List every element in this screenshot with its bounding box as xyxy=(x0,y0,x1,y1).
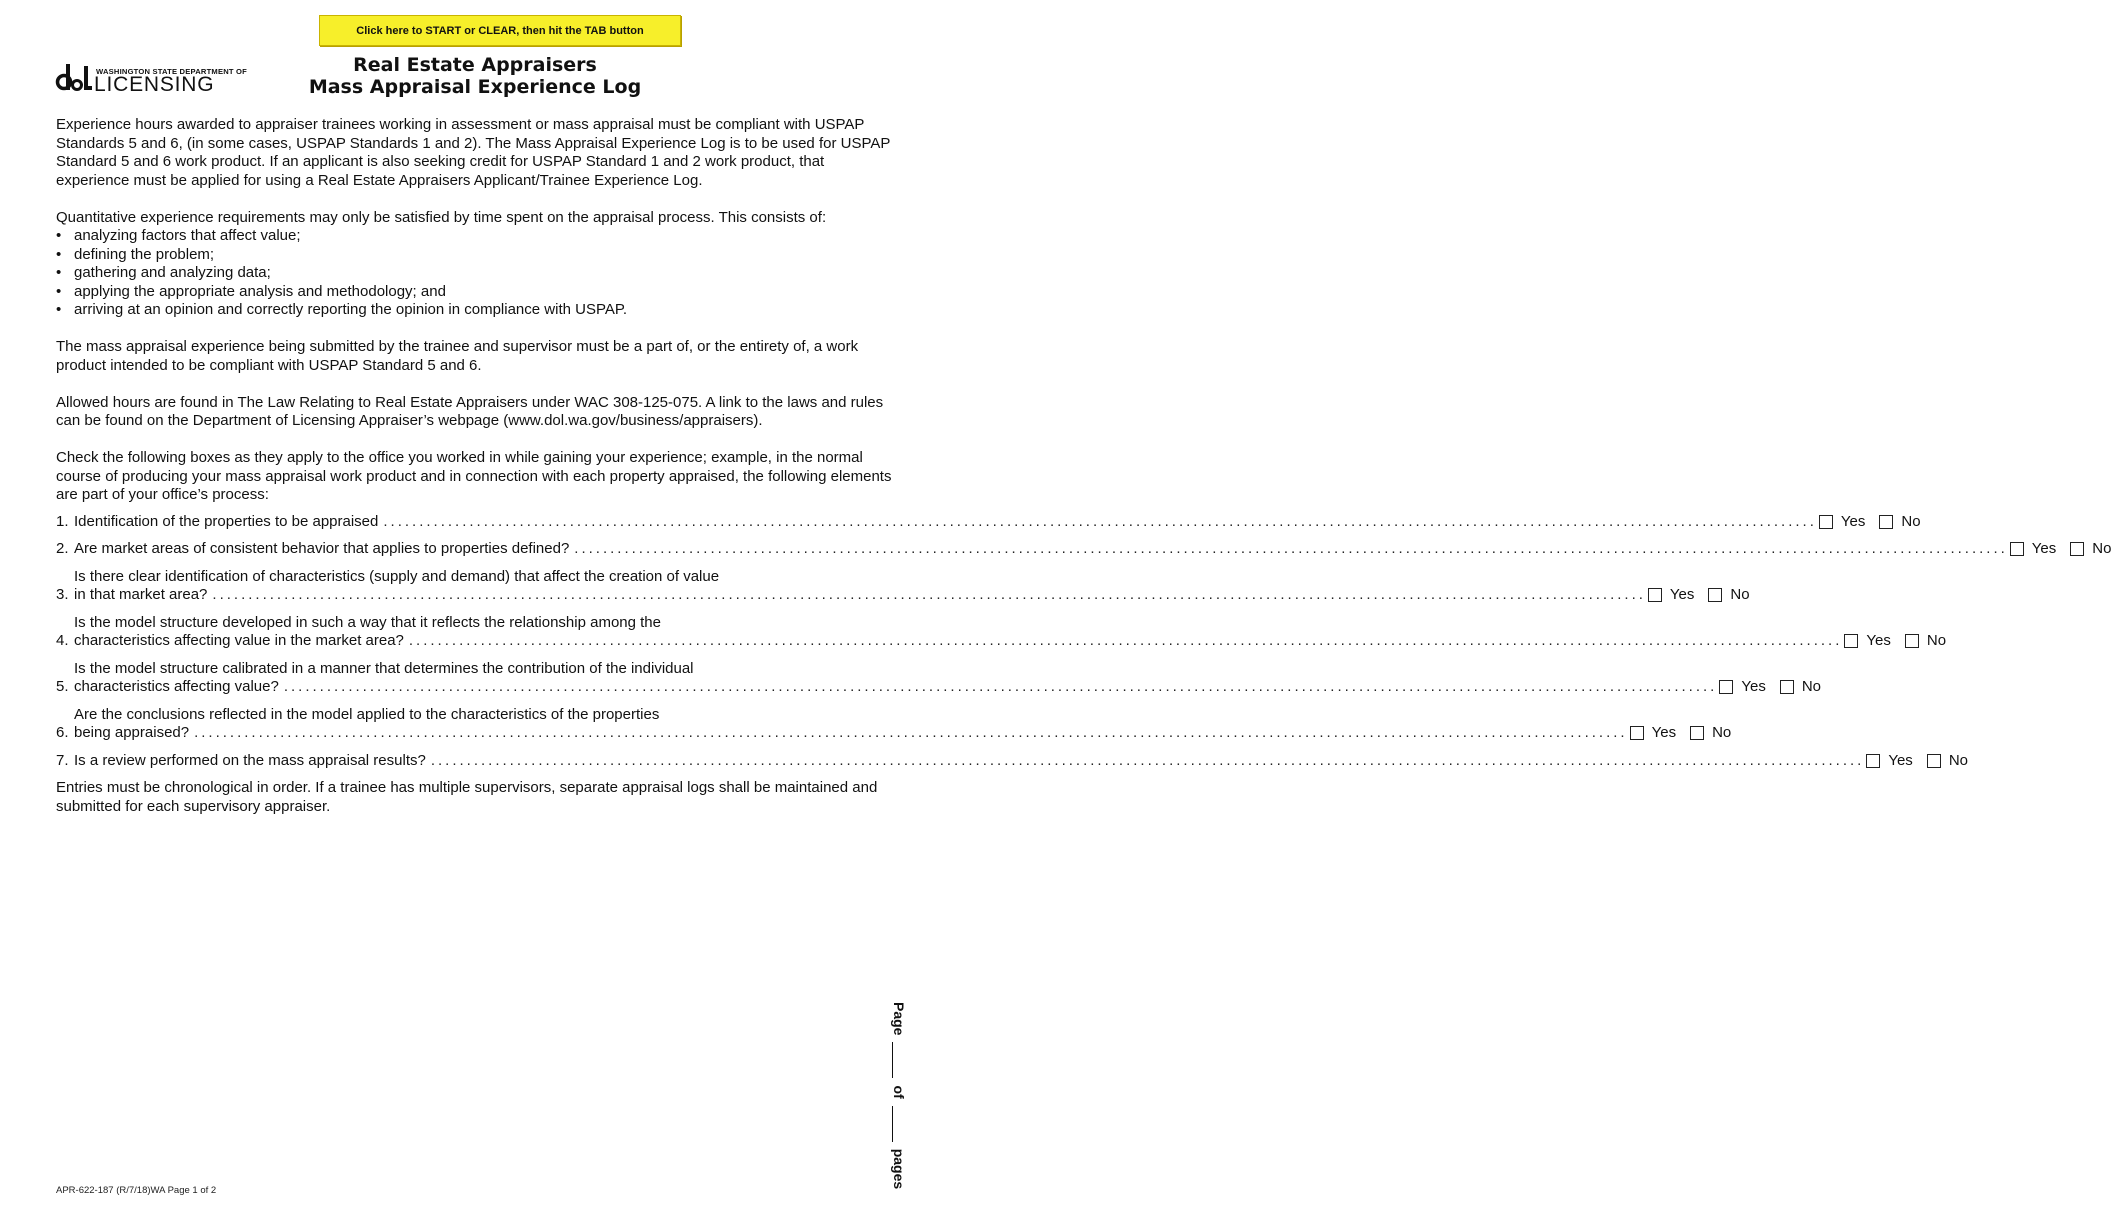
question-row-4 xyxy=(56,613,1947,651)
no-label: No xyxy=(1801,678,1822,695)
title-line-2: Mass Appraisal Experience Log xyxy=(308,76,642,98)
question-number: 2. xyxy=(56,540,69,557)
pages-label: pages xyxy=(891,1148,907,1190)
q2-yes-checkbox[interactable] xyxy=(2010,542,2024,556)
leader-dots: ........................................................................................................................................................................................................ xyxy=(194,724,1628,741)
q6-no-checkbox[interactable] xyxy=(1690,726,1704,740)
question-number: 6. xyxy=(56,724,69,741)
question-text-line-1: Is the model structure calibrated in a manner that determines the contribution of the individual xyxy=(74,659,694,677)
allowed-hours-paragraph: Allowed hours are found in The Law Relating to Real Estate Appraisers under WAC 308-125-075. A link to the laws and rules can be found on the Department of Licensing Appraiser’s webpage (www.dol.wa.gov/business/appraisers). xyxy=(56,393,884,429)
leader-dots: ........................................................................................................................................................................................................ xyxy=(430,751,1865,769)
page-label: Page xyxy=(891,1002,907,1036)
question-row-1 xyxy=(56,512,1921,532)
intro-paragraph: Experience hours awarded to appraiser trainees working in assessment or mass appraisal must be compliant with USPAP Standards 5 and 6, (in some cases, USPAP Standards 1 and 2). The Mass Appraisal Experience Log is to be used for USPAP Standard 5 and 6 work product. If an applicant is also seeking credit for USPAP Standard 1 and 2 work product, that experience must be applied for using a Real Estate Appraisers Applicant/Trainee Experience Log. xyxy=(56,116,891,189)
no-label: No xyxy=(1901,512,1921,530)
question-number: 1. xyxy=(56,512,69,530)
q1-no-checkbox[interactable] xyxy=(1879,515,1893,529)
list-item: • gathering and analyzing data; xyxy=(56,264,901,283)
leader-dots: ........................................................................................................................................................................................................ xyxy=(283,678,1718,695)
list-item: • defining the problem; xyxy=(56,246,901,265)
title-line-1: Real Estate Appraisers xyxy=(353,54,597,76)
dol-logo xyxy=(56,62,247,96)
q5-yes-checkbox[interactable] xyxy=(1719,680,1733,694)
question-number: 5. xyxy=(56,678,69,695)
q4-yes-checkbox[interactable] xyxy=(1844,634,1858,648)
yes-label: Yes xyxy=(1840,512,1866,530)
no-label: No xyxy=(2092,540,2111,557)
question-text: being appraised? xyxy=(74,724,190,741)
start-clear-button[interactable]: Click here to START or CLEAR, then hit the TAB button xyxy=(319,15,681,46)
logo-licensing-text: LICENSING xyxy=(94,73,215,96)
question-text-line-1: Are the conclusions reflected in the model applied to the characteristics of the properties xyxy=(74,705,660,723)
question-number: 3. xyxy=(56,586,69,603)
closing-paragraph: Entries must be chronological in order. If a trainee has multiple supervisors, separate appraisal logs shall be maintained and submitted for each supervisory appraiser. xyxy=(56,779,878,815)
list-item: • analyzing factors that affect value; xyxy=(56,227,901,246)
question-row-5 xyxy=(56,659,1822,697)
question-row-7 xyxy=(56,751,1968,771)
question-row-6 xyxy=(56,705,1732,743)
question-text-line-1: Is the model structure developed in such a way that it reflects the relationship among the xyxy=(74,613,661,631)
yes-label: Yes xyxy=(2031,540,2057,557)
question-row-2 xyxy=(56,540,2111,559)
question-row-3 xyxy=(56,567,1750,605)
checkbox-instructions-paragraph: Check the following boxes as they apply to the office you worked in while gaining your experience; example, in the normal course of producing your mass appraisal work product and in connection with each property appraised, the following elements are part of your office’s process: xyxy=(56,449,892,503)
questions-list xyxy=(56,512,2111,771)
yes-label: Yes xyxy=(1651,724,1677,741)
quantitative-paragraph: Quantitative experience requirements may only be satisfied by time spent on the appraisal process. This consists of: xyxy=(56,208,827,226)
yes-label: Yes xyxy=(1741,678,1766,695)
question-number: 7. xyxy=(56,751,69,769)
leader-dots: ........................................................................................................................................................................................................ xyxy=(408,632,1843,649)
question-text: Identification of the properties to be appraised xyxy=(74,512,379,530)
question-text: characteristics affecting value in the market area? xyxy=(74,632,404,649)
form-content xyxy=(56,116,2111,835)
yes-label: Yes xyxy=(1888,751,1913,769)
q2-no-checkbox[interactable] xyxy=(2070,542,2084,556)
logo-department-text: WASHINGTON STATE DEPARTMENT OF xyxy=(96,67,247,76)
page-of-pages xyxy=(887,1002,911,1192)
yes-label: Yes xyxy=(1669,586,1695,603)
question-text: in that market area? xyxy=(74,586,208,603)
no-label: No xyxy=(1712,724,1732,741)
total-pages-field[interactable] xyxy=(892,1106,906,1142)
q7-yes-checkbox[interactable] xyxy=(1866,754,1880,768)
process-list xyxy=(56,227,901,320)
question-text: Is a review performed on the mass appraisal results? xyxy=(74,751,426,769)
list-item: • arriving at an opinion and correctly reporting the opinion in compliance with USPAP. xyxy=(56,301,901,320)
of-label: of xyxy=(891,1085,907,1099)
dol-logo-mark-icon xyxy=(56,62,92,94)
form-footer: APR-622-187 (R/7/18)WA Page 1 of 2 xyxy=(56,1185,217,1196)
leader-dots: ........................................................................................................................................................................................................ xyxy=(212,586,1646,603)
q3-yes-checkbox[interactable] xyxy=(1648,588,1662,602)
question-text: characteristics affecting value? xyxy=(74,678,279,695)
no-label: No xyxy=(1926,632,1947,649)
q7-no-checkbox[interactable] xyxy=(1927,754,1941,768)
q3-no-checkbox[interactable] xyxy=(1708,588,1722,602)
leader-dots: ........................................................................................................................................................................................................ xyxy=(383,512,1817,530)
page-title xyxy=(250,54,700,98)
leader-dots: ........................................................................................................................................................................................................ xyxy=(574,540,2008,557)
question-text-line-1: Is there clear identification of characteristics (supply and demand) that affect the creation of value xyxy=(74,567,720,585)
q1-yes-checkbox[interactable] xyxy=(1819,515,1833,529)
question-number: 4. xyxy=(56,632,69,649)
no-label: No xyxy=(1948,751,1968,769)
q5-no-checkbox[interactable] xyxy=(1780,680,1794,694)
mass-appraisal-paragraph: The mass appraisal experience being submitted by the trainee and supervisor must be a part of, or the entirety of, a work product intended to be compliant with USPAP Standard 5 and 6. xyxy=(56,338,859,374)
list-item: • applying the appropriate analysis and methodology; and xyxy=(56,283,901,302)
page-number-field[interactable] xyxy=(892,1042,906,1078)
yes-label: Yes xyxy=(1866,632,1891,649)
q4-no-checkbox[interactable] xyxy=(1905,634,1919,648)
q6-yes-checkbox[interactable] xyxy=(1630,726,1644,740)
no-label: No xyxy=(1730,586,1750,603)
question-text: Are market areas of consistent behavior that applies to properties defined? xyxy=(74,540,570,557)
